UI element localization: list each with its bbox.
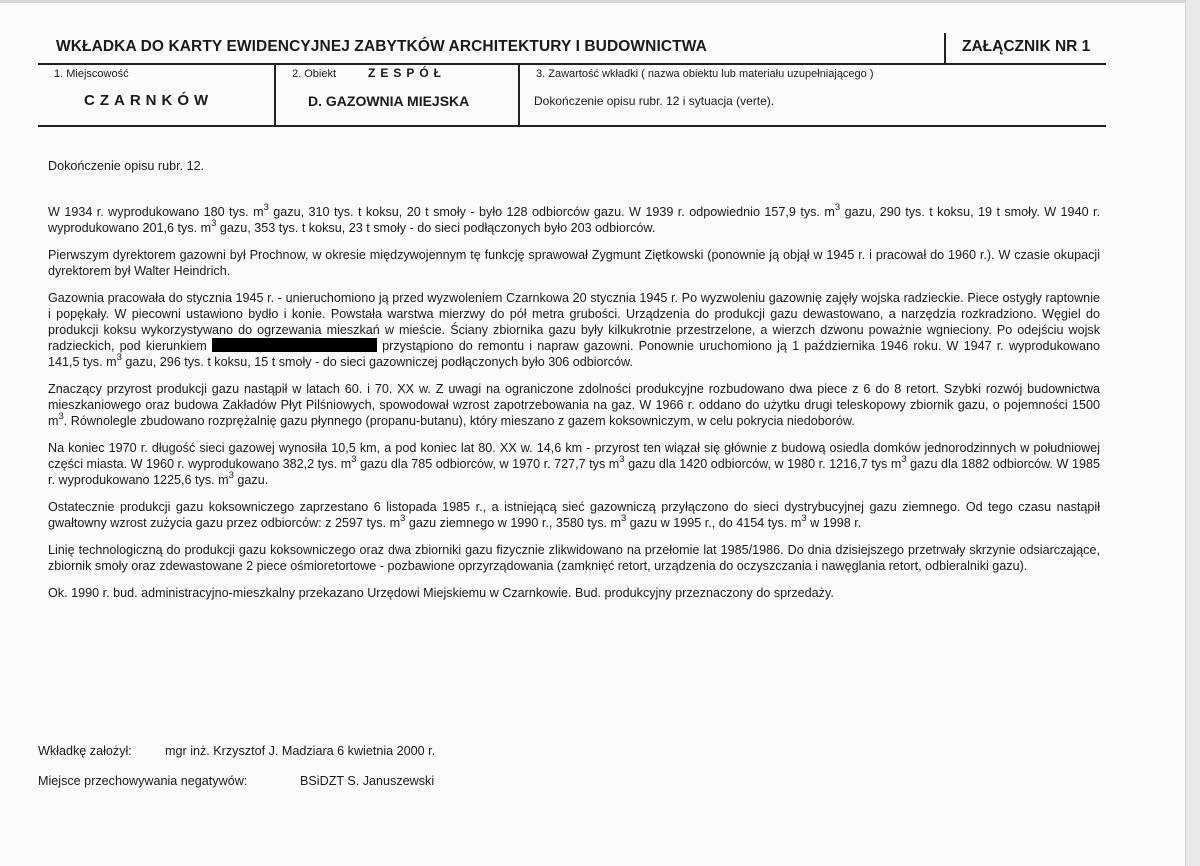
text-fragment: gazu, 290 tys. t koksu, 19 t smoły. W 1940 r. wyprodukowano 201,6 tys. m xyxy=(48,205,1100,235)
header-bar xyxy=(38,30,1106,65)
text-fragment: gazu, 310 tys. t koksu, 20 t smoły - było 128 odbiorców gazu. W 1939 r. odpowiednio 157,9 tys. m xyxy=(268,205,835,219)
superscript: 3 xyxy=(834,202,841,213)
superscript: 3 xyxy=(116,352,122,363)
superscript: 3 xyxy=(619,454,625,465)
object-value: D. GAZOWNIA MIEJSKA xyxy=(308,93,470,109)
fields-row xyxy=(38,64,1106,127)
paragraph-liquidation: Linię technologiczną do produkcji gazu koksowniczego oraz dwa zbiorniki gazu fizycznie zlikwidowano na przełomie lat 1985/1986. Do dnia dzisiejszego przetrwały skrzynie odsiarczające, zbiornik smoły oraz zdewastowane 2 piece ośmioretortowe - pozbawione oprzyrządowania (zamknięć retort, urządzenia do oczyszczania i nawęglania retort, odbieralniki gazu). xyxy=(48,543,1100,573)
header-divider xyxy=(944,33,946,63)
superscript: 3 xyxy=(621,513,627,524)
object-label: 2. Obiekt xyxy=(292,68,337,80)
negatives-label: Miejsce przechowywania negatywów: xyxy=(38,774,248,788)
paragraph-production-1934 xyxy=(48,204,1100,236)
paragraph-directors: Pierwszym dyrektorem gazowni był Prochnow, w okresie międzywojennym tę funkcję sprawował Zygmunt Ziętkowski (ponownie ją objął w 1945 r. i pracował do 1960 r.). W czasie okupacji dyrektorem był Walter Heindrich. xyxy=(48,248,1100,278)
text-fragment: Na koniec 1970 r. długość sieci gazowej wynosiła 10,5 km, a pod koniec lat 80. XX w. 14,6 km - przyrost ten wiązał się głównie z budową osiedla domków jednorodzinnych w południowej części miasta. W 1960 r. wyprodukowano 382,2 tys. m xyxy=(48,441,1100,471)
text-fragment: gazu dla 785 odbiorców, w 1970 r. 727,7 tys m xyxy=(356,457,620,471)
superscript: 3 xyxy=(211,218,217,229)
text-fragment: Ostatecznie produkcji gazu koksowniczego zaprzestano 6 listopada 1985 r., a istniejącą sieć gazowniczą przyłączono do sieci dystrybucyjnej gazu ziemnego. Od tego czasu nastąpił gwałtowny wzrost zużycia gazu przez odbiorców: z 2597 tys. m xyxy=(48,500,1100,530)
content-label: 3. Zawartość wkładki ( nazwa obiektu lub materiału uzupełniającego ) xyxy=(536,68,874,80)
object-complex: ZESPÓŁ xyxy=(368,66,447,80)
superscript: 3 xyxy=(351,454,357,465)
redaction-bar xyxy=(212,338,377,352)
author-label: Wkładkę założył: xyxy=(38,744,132,758)
paragraph-war-damage xyxy=(48,290,1100,370)
scan-edge-right xyxy=(1185,0,1200,866)
text-fragment: Gazownia pracowała do stycznia 1945 r. - unieruchomiono ją przed wyzwoleniem Czarnkowa 20 stycznia 1945 r. Po wyzwoleniu gazownię zajęły wojska radzieckie. Piece ostygły raptownie i popękały. W piecowni ustawiono bydło i konie. Powstała warstwa mierzwy do pół metra grubości. Urządzenia do produkcji gazu dewastowano, a narzędzia rozkradziono. Węgiel do produkcji koksu wykorzystywano do ogrzewania mieszkań w mieście. Ściany zbiornika gazu były kilkukrotnie przestrzelone, a wierzch dzwonu poważnie wgnieciony. Po odejściu wojsk radzieckich, pod kierunkiem xyxy=(48,291,1100,353)
annex-number: ZAŁĄCZNIK NR 1 xyxy=(962,38,1091,55)
superscript: 3 xyxy=(901,454,907,465)
superscript: 3 xyxy=(263,202,269,213)
text-fragment: gazu, 353 tys. t koksu, 23 t smoły - do sieci podłączonych było 203 odbiorców. xyxy=(216,221,656,235)
paragraph-end-of-production xyxy=(48,499,1100,531)
document-title: WKŁADKA DO KARTY EWIDENCYJNEJ ZABYTKÓW ARCHITEKTURY I BUDOWNICTWA xyxy=(56,38,707,55)
text-fragment: Znaczący przyrost produkcji gazu nastąpił w latach 60. i 70. XX w. Z uwagi na ograniczone zdolności produkcyjne rozbudowano dwa piece z 6 do 8 retort. Szybki rozwój budownictwa mieszkaniowego oraz budowa Zakładów Płyt Pilśniowych, spowodował wzrost zapotrzebowania na gaz. W 1966 r. oddano do użytku drugi teleskopowy zbiornik gazu, o pojemności 1500 m xyxy=(48,382,1100,428)
text-fragment: gazu, 296 tys. t koksu, 15 t smoły - do sieci gazowniczej podłączonych było 306 odbiorców. xyxy=(121,355,633,369)
superscript: 3 xyxy=(400,513,406,524)
text-fragment: W 1934 r. wyprodukowano 180 tys. m xyxy=(48,205,264,219)
paragraph-network xyxy=(48,440,1100,488)
paragraph-buildings: Ok. 1990 r. bud. administracyjno-mieszkalny przekazano Urzędowi Miejskiemu w Czarnkowie. Bud. produkcyjny przeznaczony do sprzedaży. xyxy=(48,586,834,600)
superscript: 3 xyxy=(58,411,64,422)
content-value: Dokończenie opisu rubr. 12 i sytuacja (verte). xyxy=(534,94,775,108)
text-fragment: w 1998 r. xyxy=(806,516,862,530)
paragraph-growth xyxy=(48,381,1100,429)
text-fragment: gazu ziemnego w 1990 r., 3580 tys. m xyxy=(405,516,621,530)
text-fragment: gazu dla 1882 odbiorców. W 1985 r. wyprodukowano 1225,6 tys. m xyxy=(48,457,1100,487)
text-fragment: przystąpiono do remontu i napraw gazowni. Ponownie uruchomiono ją 1 października 1946 roku. W 1947 r. wyprodukowano 141,5 tys. m xyxy=(48,339,1100,369)
superscript: 3 xyxy=(228,470,234,481)
text-fragment: . Równolegle zbudowano rozprężalnię gazu płynnego (propanu-butanu), który mieszano z gazem koksowniczym, w celu pokrycia niedoborów. xyxy=(63,414,855,428)
intro-line: Dokończenie opisu rubr. 12. xyxy=(48,159,205,173)
field-divider-1 xyxy=(274,64,276,125)
description-body xyxy=(48,158,1100,612)
text-fragment: gazu. xyxy=(233,473,269,487)
text-fragment: gazu dla 1420 odbiorców, w 1980 r. 1216,7 tys m xyxy=(624,457,902,471)
scan-edge-top xyxy=(0,0,1200,3)
negatives-value: BSiDZT S. Januszewski xyxy=(300,774,435,788)
locality-label: 1. Miejscowość xyxy=(54,68,129,80)
text-fragment: gazu w 1995 r., do 4154 tys. m xyxy=(626,516,802,530)
locality-value: CZARNKÓW xyxy=(84,92,214,109)
author-value: mgr inż. Krzysztof J. Madziara 6 kwietnia 2000 r. xyxy=(165,744,436,758)
field-divider-2 xyxy=(518,64,520,125)
superscript: 3 xyxy=(801,513,807,524)
